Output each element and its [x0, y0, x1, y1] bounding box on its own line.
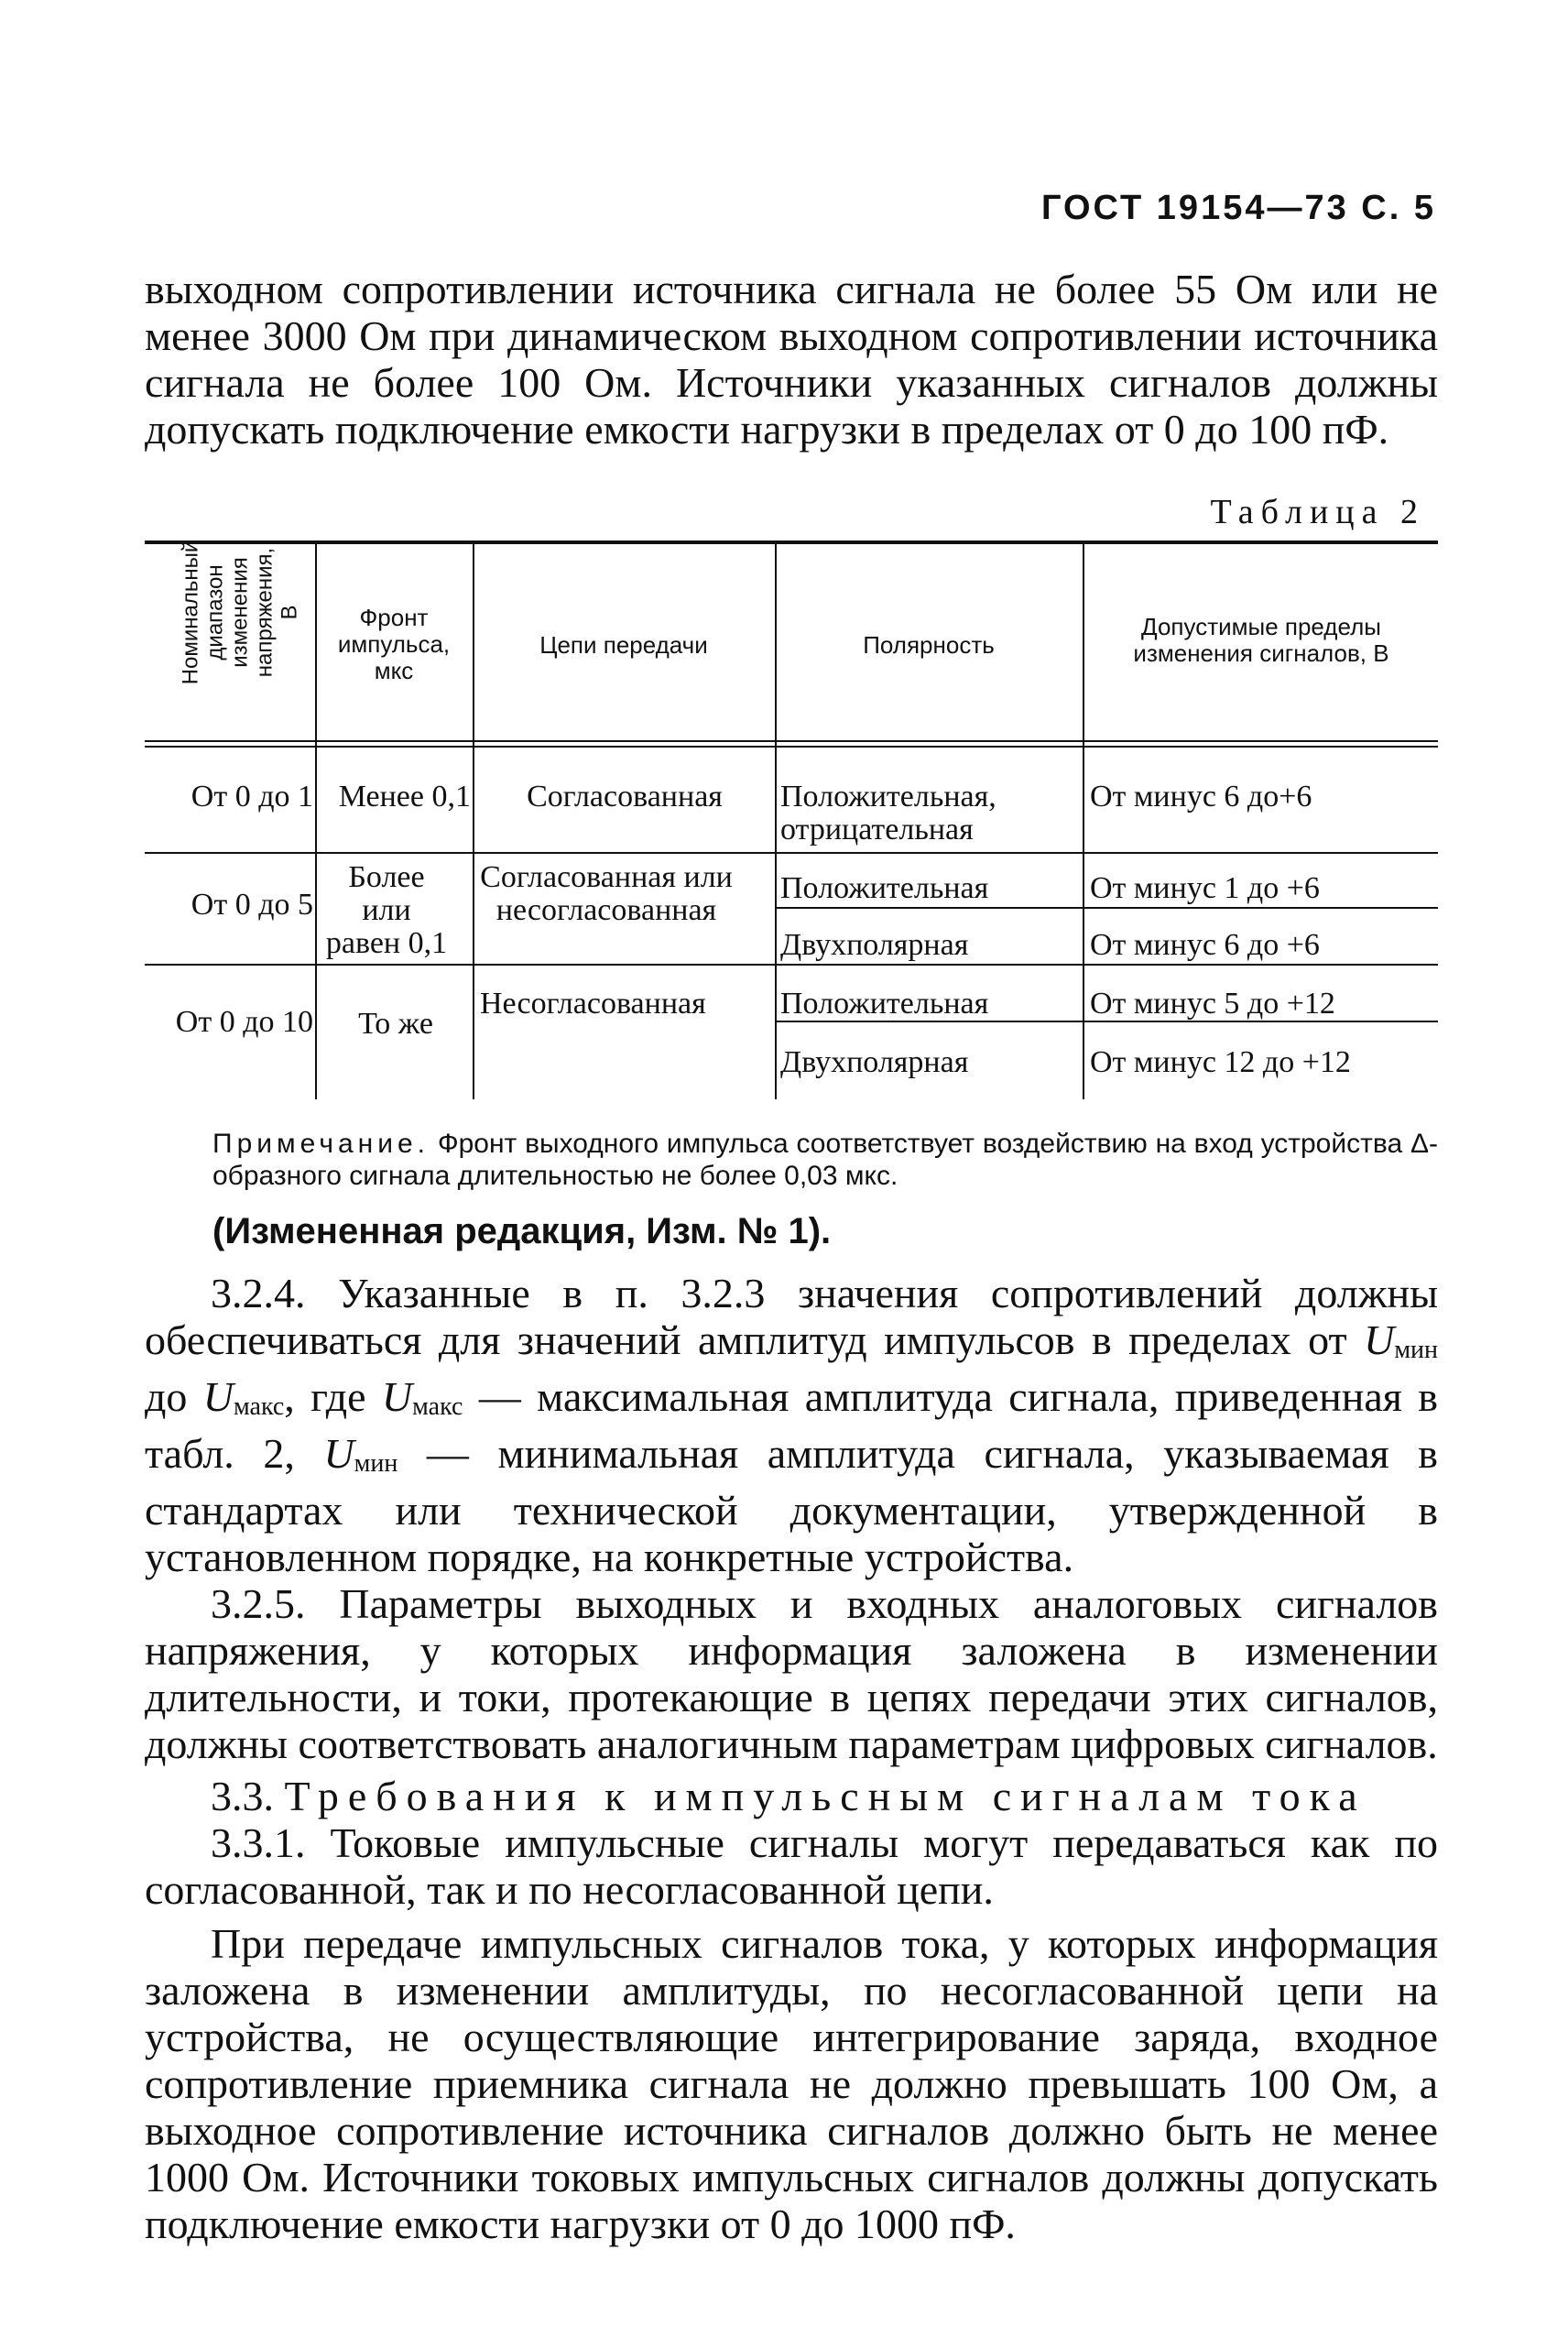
table-cell: От минус 1 до +6 [1090, 871, 1320, 905]
table-cell: От 0 до 5 [191, 888, 313, 922]
paragraph-current-signals: При передаче импульсных сигналов тока, у которых информация заложена в изменении амплитуды, по несогласованной цепи на устройства, не осуществляющие интегрирование заряда, входное сопротивление приемника сигнала не должно превышать 100 Ом, а выходное сопротивление источника сигналов должно быть не менее 1000 Ом. Источники токовых импульсных сигналов должны допускать подключение емкости нагрузки от 0 до 1000 пФ. [145, 1920, 1438, 2247]
table-cell: Двухполярная [780, 1045, 969, 1079]
table-note [212, 1128, 1438, 1192]
note-text: Фронт выходного импульса соответствует воздействию на вход устройства Δ-образного сигнала длительностью не более 0,03 мкс. [212, 1129, 1438, 1191]
table-cell: От минус 6 до +6 [1090, 928, 1320, 962]
main-text [145, 1270, 1438, 2247]
section-3-3-heading: 3.3. Требования к импульсным сигналам тока [211, 1773, 1367, 1819]
page-header: ГОСТ 19154—73 С. 5 [1040, 189, 1436, 227]
table-cell: От 0 до 10 [175, 1005, 313, 1039]
table-cell: От минус 5 до +12 [1090, 987, 1335, 1021]
table-cell: Менее 0,1 [338, 780, 471, 814]
header-front: Фронт импульса, мкс [337, 604, 451, 684]
table-cell: То же [358, 1007, 433, 1041]
header-limits: Допустимые пределы изменения сигналов, В [1133, 613, 1389, 667]
table-cell: Положительная, отрицательная [780, 780, 996, 846]
paragraph-3-2-4: 3.2.4. Указанные в п. 3.2.3 значения сопротивлений должны обеспечиваться для значений амплитуд импульсов в пределах от $U_{мин}$ до $U_{макс}$, где $U_{макс}$ — максимальная амплитуда сигнала, приведенная в табл. 2, $U_{мин}$ — минимальная амплитуда сигнала, указываемая в стандартах или технической документации, утвержденной в установленном порядке, на конкретные устройства. [145, 1270, 1439, 1580]
header-circuit: Цепи передачи [539, 631, 708, 659]
table-cell: От минус 12 до +12 [1090, 1045, 1351, 1079]
intro-text: выходном сопротивлении источника сигнала не более 55 Ом или не менее 3000 Ом при динамическом выходном сопротивлении источника сигнала не более 100 Ом. Источники указанных сигналов должны допускать подключение емкости нагрузки в пределах от 0 до 100 пФ. [145, 266, 1438, 453]
paragraph-3-3-1: 3.3.1. Токовые импульсные сигналы могут передаваться как по согласованной, так и по несогласованной цепи. [145, 1819, 1438, 1913]
intro-paragraph [145, 266, 1438, 453]
table-cell: Несогласованная [480, 987, 706, 1021]
table-cell: Двухполярная [780, 928, 969, 962]
table-cell: Положительная [780, 987, 989, 1021]
header-range: Номинальный диапазон изменения напряжения, В [178, 540, 302, 684]
table-cell: От 0 до 1 [191, 780, 313, 814]
table-cell: Согласованная или несогласованная [480, 860, 733, 927]
header-polarity: Полярность [863, 631, 995, 659]
paragraph-3-2-5: 3.2.5. Параметры выходных и входных аналоговых сигналов напряжения, у которых информация заложена в изменении длительности, и токи, протекающие в цепях передачи этих сигналов, должны соответствовать аналогичным параметрам цифровых сигналов. [145, 1580, 1438, 1767]
table-cell: Более или равен 0,1 [325, 860, 448, 960]
amendment-note: (Измененная редакция, Изм. № 1). [212, 1211, 832, 1251]
note-label: Примечание. [212, 1129, 430, 1159]
table-cell: Согласованная [527, 780, 723, 814]
table-cell: От минус 6 до+6 [1090, 780, 1312, 814]
table-2 [145, 541, 1438, 1101]
table-caption: Таблица 2 [1210, 493, 1425, 531]
table-cell: Положительная [780, 871, 989, 905]
